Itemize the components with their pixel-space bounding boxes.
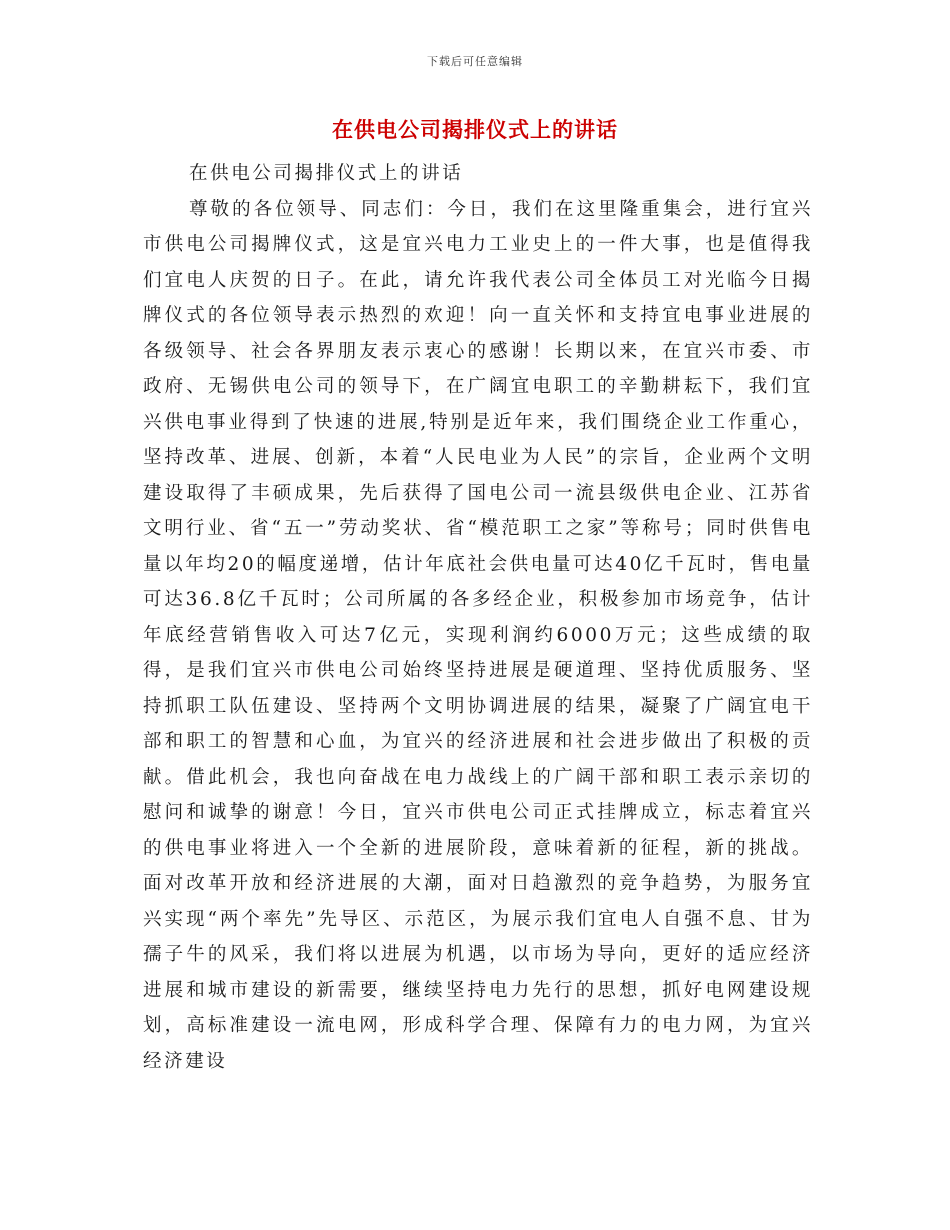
document-title: 在供电公司揭排仪式上的讲话	[332, 118, 618, 142]
header-note: 下载后可任意编辑	[427, 55, 523, 68]
document-body	[143, 156, 813, 1079]
body-paragraph: 尊敬的各位领导、同志们：今日，我们在这里隆重集会，进行宜兴市供电公司揭牌仪式，这是宜兴电力工业史上的一件大事，也是值得我们宜电人庆贺的日子。在此，请允许我代表公司全体员工对光临今日揭牌仪式的各位领导表示热烈的欢迎！向一直关怀和支持宜电事业进展的各级领导、社会各界朋友表示衷心的感谢！长期以来，在宜兴市委、市政府、无锡供电公司的领导下，在广阔宜电职工的辛勤耕耘下，我们宜兴供电事业得到了快速的进展,特别是近年来，我们围绕企业工作重心，坚持改革、进展、创新，本着“人民电业为人民”的宗旨，企业两个文明建设取得了丰硕成果，先后获得了国电公司一流县级供电企业、江苏省文明行业、省“五一”劳动奖状、省“模范职工之家”等称号；同时供售电量以年均20的幅度递增，估计年底社会供电量可达40亿千瓦时，售电量可达36.8亿千瓦时；公司所属的各多经企业，积极参加市场竞争，估计年底经营销售收入可达7亿元，实现利润约6000万元；这些成绩的取得，是我们宜兴市供电公司始终坚持进展是硬道理、坚持优质服务、坚持抓职工队伍建设、坚持两个文明协调进展的结果，凝聚了广阔宜电干部和职工的智慧和心血，为宜兴的经济进展和社会进步做出了积极的贡献。借此机会，我也向奋战在电力战线上的广阔干部和职工表示亲切的慰问和诚挚的谢意！今日，宜兴市供电公司正式挂牌成立，标志着宜兴的供电事业将进入一个全新的进展阶段，意味着新的征程，新的挑战。面对改革开放和经济进展的大潮，面对日趋激烈的竞争趋势，为服务宜兴实现“两个率先”先导区、示范区，为展示我们宜电人自强不息、甘为孺子牛的风采，我们将以进展为机遇，以市场为导向，更好的适应经济进展和城市建设的新需要，继续坚持电力先行的思想，抓好电网建设规划，高标准建设一流电网，形成科学合理、保障有力的电力网，为宜兴经济建设	[143, 198, 813, 1072]
subtitle-paragraph: 在供电公司揭排仪式上的讲话	[189, 163, 464, 184]
